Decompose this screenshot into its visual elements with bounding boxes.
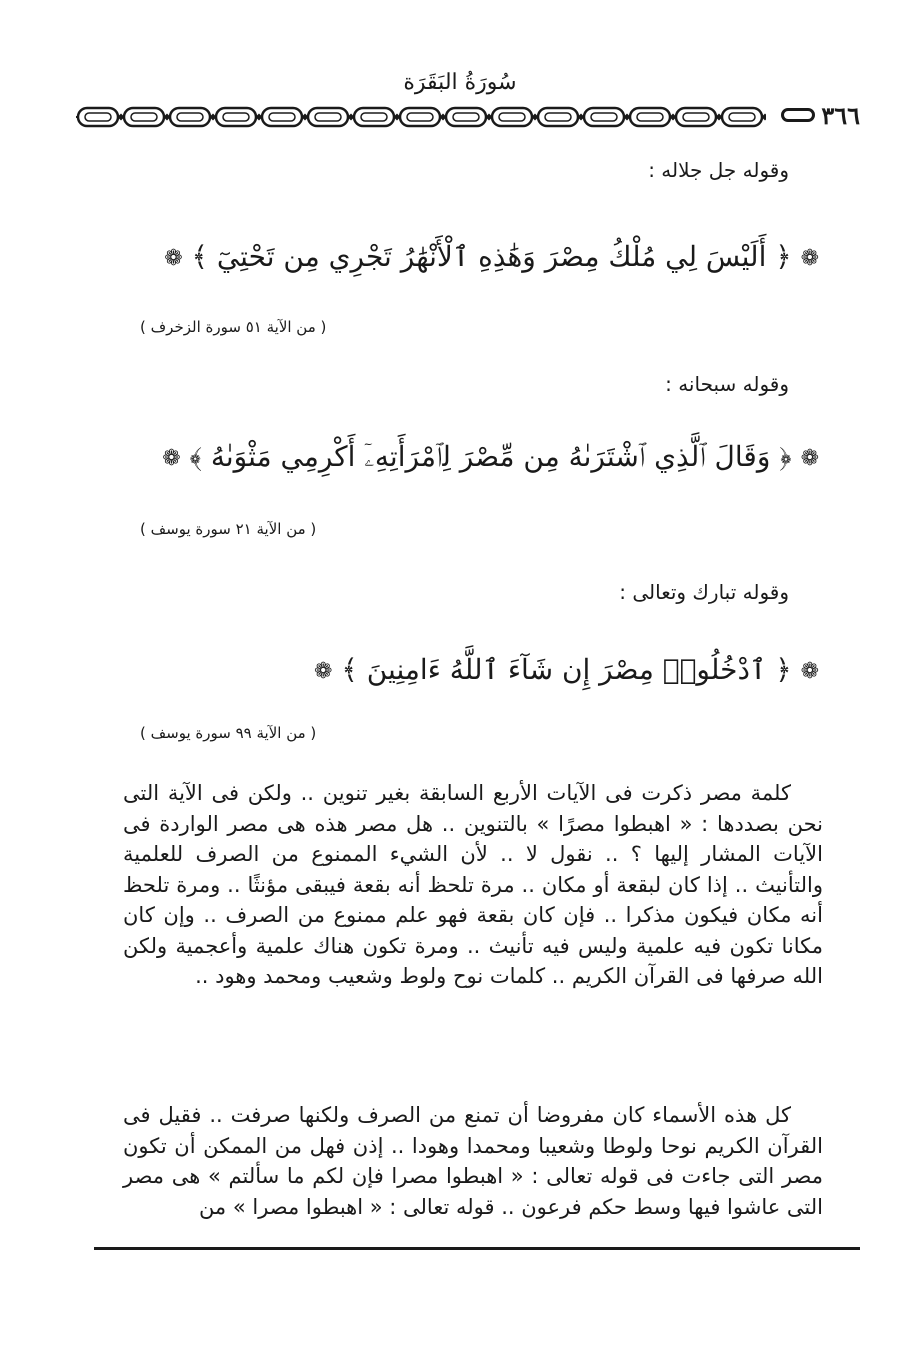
verse-ornament-icon: ❁ xyxy=(800,659,819,684)
commentary-paragraph-2 xyxy=(123,1100,823,1222)
verse-ornament-icon: ❁ xyxy=(800,446,819,471)
verse-reference-1: ( من الآية ٥١ سورة الزخرف ) xyxy=(140,318,327,336)
border-chain-link xyxy=(170,108,210,126)
verse-ornament-icon: ❁ xyxy=(164,246,183,271)
border-chain-link xyxy=(630,108,670,126)
border-chain-link xyxy=(354,108,394,126)
quran-verse-1 xyxy=(164,240,819,273)
quran-verse-2 xyxy=(162,440,819,474)
verse-ornament-icon: ❁ xyxy=(800,246,819,271)
verse-text: وَقَالَ ٱلَّذِي ٱشْتَرَىٰهُ مِن مِّصْرَ لِٱمْرَأَتِهِۦٓ أَكْرِمِي مَثْوَىٰهُ xyxy=(210,440,771,473)
verse-intro-1: وقوله جل جلاله : xyxy=(648,158,789,182)
verse-ornament-icon: ❁ xyxy=(314,659,333,684)
border-chain-link xyxy=(722,108,762,126)
border-chain-link xyxy=(538,108,578,126)
border-chain-link xyxy=(446,108,486,126)
border-chain-link xyxy=(584,108,624,126)
border-chain-link xyxy=(124,108,164,126)
commentary-paragraph-1 xyxy=(123,778,823,992)
verse-intro-3: وقوله تبارك وتعالى : xyxy=(619,580,789,604)
verse-open-bracket: ﴿ xyxy=(775,240,792,273)
border-end-ornament xyxy=(781,108,815,122)
quran-verse-3 xyxy=(314,653,819,686)
verse-ornament-icon: ❁ xyxy=(162,446,181,471)
paragraph-text: كل هذه الأسماء كان مفروضا أن تمنع من الصرف ولكنها صرفت .. فقيل فى القرآن الكريم نوحا ولوطا وشعيبا ومحمدا وهودا .. إذن فهل من الممكن أن تكون مصر التى جاءت فى قوله تعالى : « اهبطوا مصرا فإن لكم ما سألتم » هى مصر التى عاشوا فيها وسط حكم فرعون .. قوله تعالى : « اهبطوا مصرا » من xyxy=(123,1103,823,1219)
border-chain-link xyxy=(78,108,118,126)
border-chain-link xyxy=(216,108,256,126)
verse-reference-2: ( من الآية ٢١ سورة يوسف ) xyxy=(140,520,317,538)
ornamental-header-border xyxy=(76,104,766,130)
border-chain-link xyxy=(262,108,302,126)
verse-close-bracket: ﴾ xyxy=(191,240,208,273)
footer-rule xyxy=(94,1247,860,1250)
border-chain-link xyxy=(308,108,348,126)
page-number: ٣٦٦ xyxy=(821,100,860,130)
verse-close-bracket: ﴾ xyxy=(189,440,202,473)
verse-text: أَلَيْسَ لِي مُلْكُ مِصْرَ وَهَٰذِهِ ٱلْأَنْهَٰرُ تَجْرِي مِن تَحْتِيٓ xyxy=(216,240,767,273)
page-number-group xyxy=(770,100,860,130)
surah-title: سُورَةُ البَقَرَة xyxy=(403,70,517,95)
verse-close-bracket: ﴾ xyxy=(341,653,358,686)
verse-open-bracket: ﴿ xyxy=(779,440,792,473)
border-chain-link xyxy=(400,108,440,126)
verse-reference-3: ( من الآية ٩٩ سورة يوسف ) xyxy=(140,724,317,742)
verse-open-bracket: ﴿ xyxy=(775,653,792,686)
verse-intro-2: وقوله سبحانه : xyxy=(665,372,789,396)
verse-text: ٱدْخُلُوا۟ مِصْرَ إِن شَآءَ ٱللَّهُ ءَامِنِينَ xyxy=(366,653,767,686)
paragraph-text: كلمة مصر ذكرت فى الآيات الأربع السابقة بغير تنوين .. ولكن فى الآية التى نحن بصددها : « اهبطوا مصرًا » بالتنوين .. هل مصر هذه هى مصر الواردة فى الآيات المشار إليها ؟ .. نقول لا .. لأن الشيء الممنوع من الصرف للعلمية والتأنيث .. إذا كان لبقعة أو مكان .. مرة تلحظ أنه بقعة فيبقى مؤنثًا .. ومرة تلحظ أنه مكان فيكون مذكرا .. فإن كان بقعة فهو علم ممنوع من الصرف .. وإن كان مكانا تكون فيه علمية وليس فيه تأنيث .. ومرة تكون هناك علمية وأعجمية ولكن الله صرفها فى القرآن الكريم .. كلمات نوح ولوط وشعيب ومحمد وهود .. xyxy=(123,781,823,988)
border-chain-link xyxy=(492,108,532,126)
border-chain-link xyxy=(676,108,716,126)
